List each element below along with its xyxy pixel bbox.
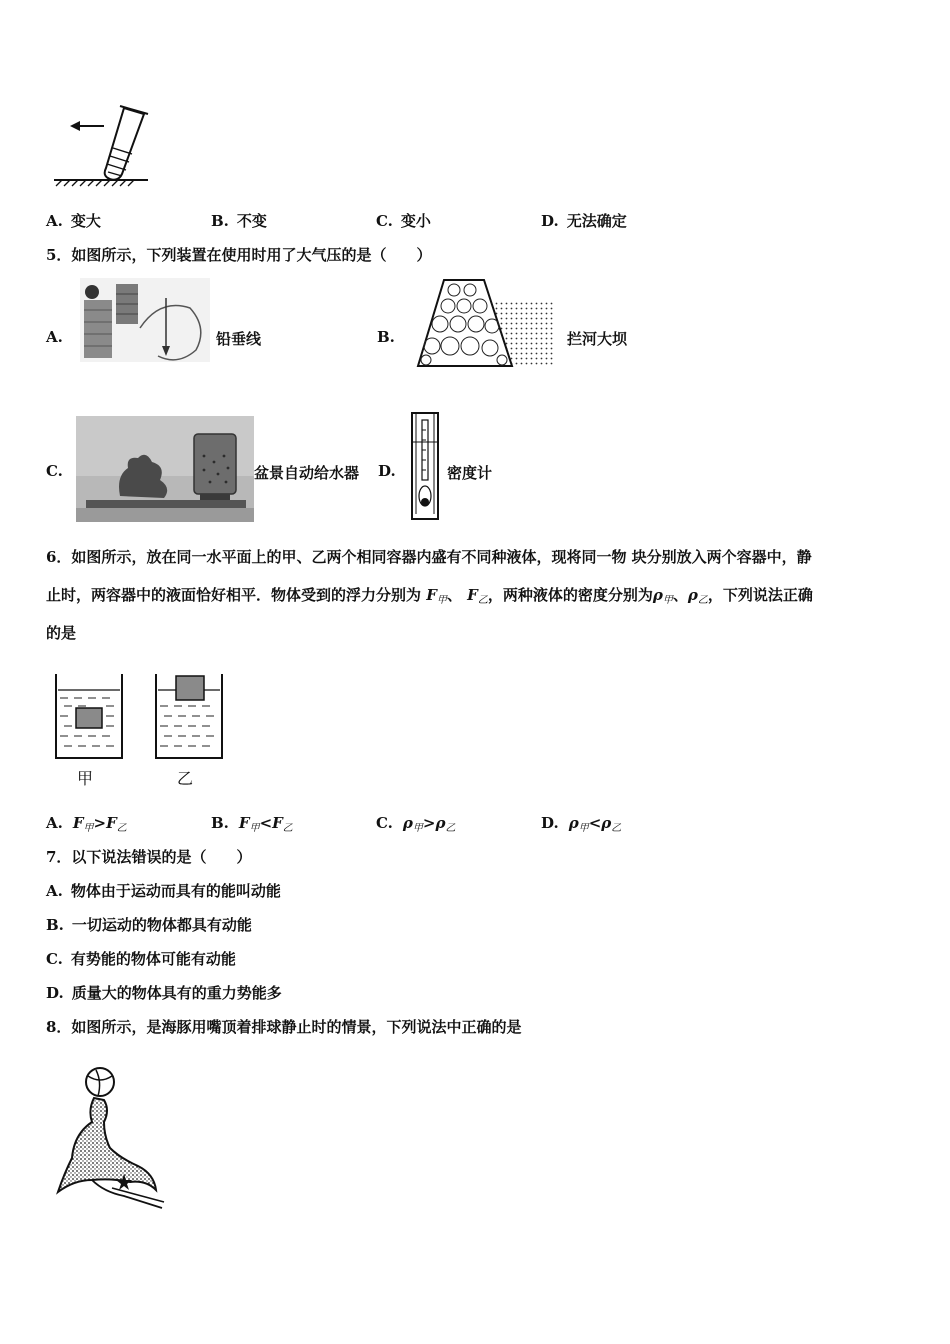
q5-option-a-letter[interactable]: A. — [46, 328, 63, 346]
option-letter: B. — [211, 814, 229, 832]
option-symbol: F — [272, 814, 283, 832]
option-letter: D. — [46, 984, 64, 1002]
q6-option-a[interactable] — [46, 814, 127, 834]
option-symbol: F — [238, 814, 250, 832]
comparison-operator: < — [259, 814, 273, 832]
q6-option-b[interactable] — [211, 814, 293, 834]
subscript-yi: 乙 — [116, 823, 127, 834]
separator: 、 — [672, 586, 688, 604]
q6-option-d[interactable] — [541, 814, 621, 834]
option-text: 物体由于运动而具有的能叫动能 — [70, 882, 281, 900]
subscript-yi: 乙 — [611, 823, 622, 834]
q4-option-b[interactable] — [211, 210, 267, 231]
subscript-jia: 甲 — [436, 595, 447, 606]
q8-stem: 8．如图所示，是海豚用嘴顶着排球静止时的情景，下列说法中正确的是 — [46, 1018, 522, 1036]
tilted-test-tube-figure — [50, 100, 160, 190]
container-label-jia: 甲 — [77, 769, 94, 788]
option-letter: B. — [46, 916, 64, 934]
option-symbol: F — [72, 814, 84, 832]
option-symbol: ρ — [568, 814, 579, 832]
option-letter: D. — [541, 212, 559, 230]
q5-option-a-text: 铅垂线 — [216, 330, 262, 348]
force-symbol: F — [426, 586, 437, 604]
q6-option-c[interactable] — [376, 814, 455, 834]
subscript-jia: 甲 — [662, 595, 673, 606]
density-symbol: ρ — [687, 586, 698, 604]
option-symbol: ρ — [435, 814, 446, 832]
comparison-operator: < — [588, 814, 602, 832]
subscript-jia: 甲 — [578, 823, 589, 834]
option-symbol: F — [106, 814, 117, 832]
force-symbol: F — [467, 586, 478, 604]
q5-option-b-letter[interactable]: B. — [377, 328, 395, 346]
container-label-yi: 乙 — [177, 769, 194, 788]
option-text: 一切运动的物体都具有动能 — [71, 916, 252, 934]
option-text: 有势能的物体可能有动能 — [70, 950, 236, 968]
dolphin-ball-figure — [52, 1062, 172, 1212]
option-letter: C. — [46, 950, 63, 968]
dam-image — [414, 276, 556, 368]
option-letter: A. — [46, 212, 63, 230]
q6-stem-line1: 6．如图所示，放在同一水平面上的甲、乙两个相同容器内盛有不同种液体，现将同一物 块分别放入两个容器中，静 — [46, 548, 812, 566]
q6-stem-text-c: ，下列说法正确 — [707, 586, 813, 604]
q7-stem: 7．以下说法错误的是（ ） — [46, 848, 252, 866]
q5-option-d-letter[interactable]: D. — [378, 462, 396, 480]
q6-stem-line3: 的是 — [46, 624, 77, 642]
option-letter: A. — [46, 814, 63, 832]
option-text: 变大 — [70, 212, 101, 230]
separator: 、 — [446, 586, 462, 604]
comparison-operator: > — [422, 814, 436, 832]
option-symbol: ρ — [601, 814, 612, 832]
option-letter: B. — [211, 212, 229, 230]
q5-option-d-text: 密度计 — [447, 464, 493, 482]
subscript-jia: 甲 — [412, 823, 423, 834]
subscript-jia: 甲 — [249, 823, 260, 834]
q6-stem-text-b: ，两种液体的密度分别为 — [487, 586, 653, 604]
option-text: 不变 — [236, 212, 267, 230]
density-symbol: ρ — [652, 586, 663, 604]
q7-option-c[interactable] — [46, 948, 236, 969]
q4-option-d[interactable] — [541, 210, 627, 231]
option-letter: D. — [541, 814, 559, 832]
option-letter: C. — [376, 212, 393, 230]
q6-stem-line2 — [46, 584, 813, 606]
option-text: 变小 — [400, 212, 431, 230]
q7-option-b[interactable] — [46, 914, 252, 935]
option-letter: C. — [376, 814, 393, 832]
plumb-line-image — [80, 278, 210, 362]
subscript-yi: 乙 — [282, 823, 293, 834]
bonsai-waterer-image — [76, 416, 254, 522]
subscript-yi: 乙 — [477, 595, 488, 606]
q5-stem: 5．如图所示，下列装置在使用时用了大气压的是（ ） — [46, 246, 432, 264]
q5-option-c-letter[interactable]: C. — [46, 462, 63, 480]
q5-option-c-text: 盆景自动给水器 — [254, 464, 360, 482]
q6-stem-text-a: 止时，两容器中的液面恰好相平．物体受到的浮力分别为 — [46, 586, 422, 604]
hydrometer-image — [411, 412, 439, 520]
q5-option-b-text: 拦河大坝 — [567, 330, 628, 348]
option-text: 无法确定 — [566, 212, 627, 230]
q4-option-c[interactable] — [376, 210, 431, 231]
subscript-yi: 乙 — [445, 823, 456, 834]
subscript-jia: 甲 — [83, 823, 94, 834]
q4-option-a[interactable] — [46, 210, 101, 231]
comparison-operator: > — [93, 814, 107, 832]
subscript-yi: 乙 — [697, 595, 708, 606]
q7-option-d[interactable] — [46, 982, 282, 1003]
option-symbol: ρ — [402, 814, 413, 832]
q7-option-a[interactable] — [46, 880, 281, 901]
option-letter: A. — [46, 882, 63, 900]
option-text: 质量大的物体具有的重力势能多 — [71, 984, 282, 1002]
